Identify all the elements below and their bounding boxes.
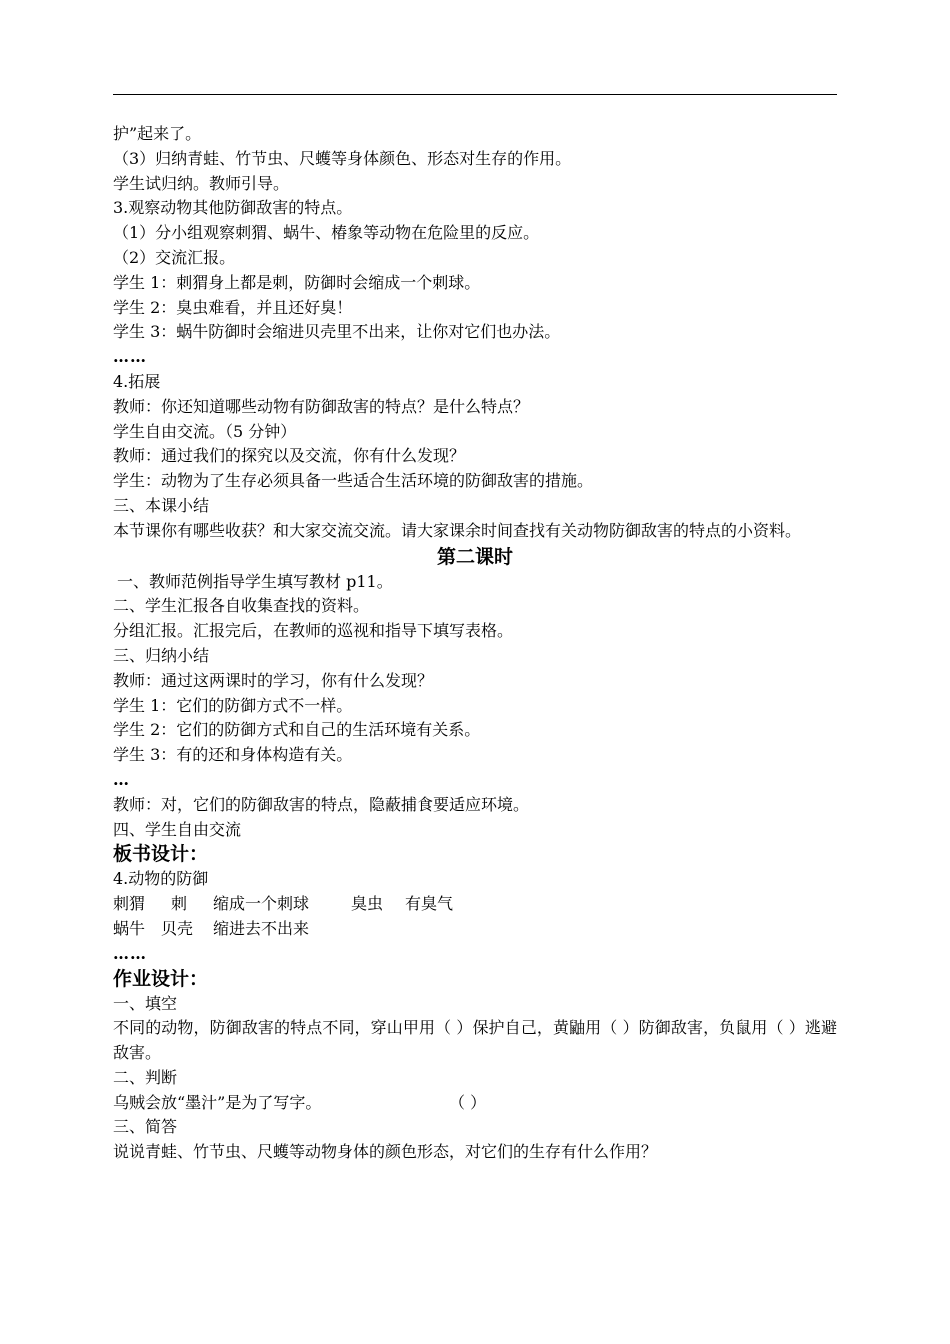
judge-question (113, 1091, 837, 1116)
text-line: 教师：通过我们的探究以及交流，你有什么发现？ (113, 446, 466, 466)
text-line: 三、归纳小结 (113, 645, 210, 665)
text-line: 教师：通过这两课时的学习，你有什么发现？ (113, 670, 434, 690)
text-line: 一、教师范例指导学生填写教材 p11。 (117, 571, 393, 591)
text-line: 分组汇报。汇报完后，在教师的巡视和指导下填写表格。 (113, 621, 514, 641)
lesson-2-title: 第二课时 (436, 545, 513, 568)
header-rule (113, 94, 837, 95)
board-animal: 蜗牛 (113, 918, 146, 938)
fill-blank-question: 不同的动物，防御敌害的特点不同，穿山甲用（ ）保护自己，黄鼬用（ ）防御敌害，负鼠用（ ）逃避敌害。 (113, 1018, 837, 1063)
text-line: 学生：动物为了生存必须具备一些适合生活环境的防御敌害的措施。 (113, 471, 594, 491)
text-line: 二、学生汇报各自收集查找的资料。 (113, 596, 370, 616)
board-action: 缩成一个刺球 (213, 894, 310, 914)
board-animal: 刺猬 (113, 894, 146, 914)
board-title: 4.动物的防御 (113, 869, 209, 889)
text-line: 学生 3：蜗牛防御时会缩进贝壳里不出来，让你对它们也办法。 (113, 322, 561, 342)
text-line: 4.拓展 (113, 371, 161, 391)
text-line: 3.观察动物其他防御敌害的特点。 (113, 198, 353, 218)
homework-heading: 作业设计： (113, 967, 209, 990)
board-part: 贝壳 (161, 918, 194, 938)
judge-title: 二、判断 (113, 1067, 178, 1087)
text-line: 学生 2：臭虫难看，并且还好臭！ (113, 297, 353, 317)
document-body (113, 122, 837, 1165)
text-line: （3）归纳青蛙、竹节虫、尺蠖等身体颜色、形态对生存的作用。 (113, 148, 572, 168)
text-line: 学生自由交流。（5 分钟） (113, 421, 297, 441)
short-answer-question: 说说青蛙、竹节虫、尺蠖等动物身体的颜色形态，对它们的生存有什么作用？ (113, 1142, 658, 1162)
board-design-heading: 板书设计： (113, 843, 209, 866)
judge-answer-blank: （ ） (449, 1092, 487, 1112)
text-line: 学生 1：刺猬身上都是刺，防御时会缩成一个刺球。 (113, 272, 481, 292)
summary-paragraph: 本节课你有哪些收获？和大家交流交流。请大家课余时间查找有关动物防御敌害的特点的小资料。 (113, 520, 802, 540)
board-part: 刺 (171, 894, 188, 914)
text-line: 学生 3：有的还和身体构造有关。 (113, 745, 353, 765)
short-answer-title: 三、简答 (113, 1117, 178, 1137)
fill-blank-title: 一、填空 (113, 993, 178, 1013)
text-line: 护”起来了。 (113, 124, 202, 143)
text-line: （1）分小组观察刺猬、蜗牛、椿象等动物在危险里的反应。 (113, 223, 540, 243)
text-line: 四、学生自由交流 (113, 819, 242, 839)
text-line: （2）交流汇报。 (113, 247, 236, 267)
board-action: 有臭气 (405, 894, 454, 914)
text-line: 教师：你还知道哪些动物有防御敌害的特点？是什么特点？ (113, 396, 530, 416)
text-line: 学生 1：它们的防御方式不一样。 (113, 695, 353, 715)
board-row-hedgehog (113, 892, 837, 917)
board-action: 缩进去不出来 (213, 918, 310, 938)
ellipsis-line: …… (113, 943, 147, 963)
text-line: 学生试归纳。教师引导。 (113, 173, 290, 193)
text-line: 三、本课小结 (113, 495, 210, 515)
board-row-snail (113, 917, 837, 942)
judge-text: 乌贼会放“墨汁”是为了写字。 (113, 1092, 322, 1112)
board-animal: 臭虫 (351, 894, 384, 914)
ellipsis-line: … (113, 769, 130, 789)
ellipsis-line: …… (113, 347, 147, 367)
text-line: 学生 2：它们的防御方式和自己的生活环境有关系。 (113, 720, 481, 740)
text-line: 教师：对，它们的防御敌害的特点，隐蔽捕食要适应环境。 (113, 794, 530, 814)
